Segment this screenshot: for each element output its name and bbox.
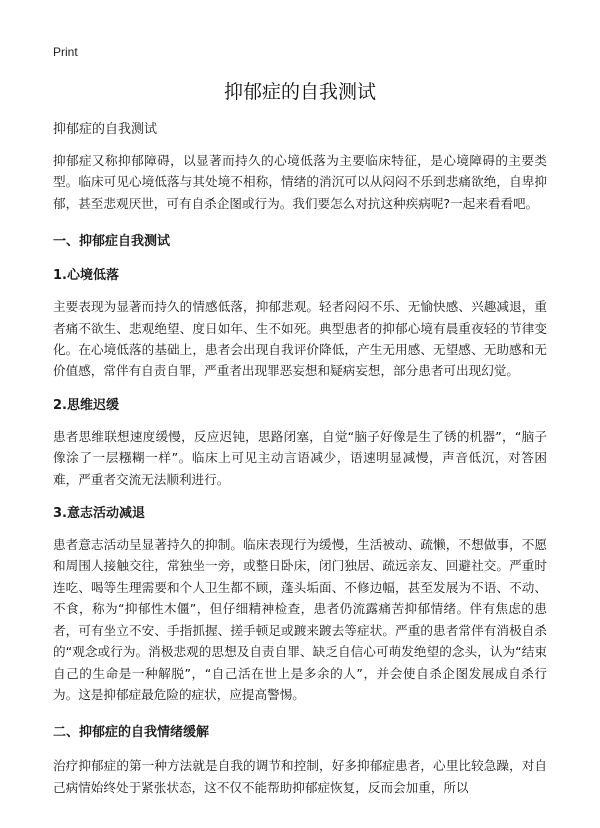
section-heading-self-relief: 二、抑郁症的自我情绪缓解 [53, 725, 210, 741]
article-body [53, 120, 547, 810]
paragraph-self-relief: 治疗抑郁症的第一种方法就是自我的调节和控制，好多抑郁症患者，心里比较急躁，对自己病情始终处于紧张状态，这不仅不能帮助抑郁症恢复，反而会加重，所以 [53, 758, 547, 795]
subheading-low-mood: 1.心境低落 [53, 268, 119, 284]
subheading-reduced-will: 3.意志活动减退 [53, 506, 145, 522]
print-link[interactable]: Print [53, 45, 78, 59]
subheading-slow-thinking: 2.思维迟缓 [53, 397, 119, 413]
paragraph-reduced-will: 患者意志活动呈显著持久的抑制。临床表现行为缓慢，生活被动、疏懒，不想做事，不愿和周围人接触交往，常独坐一旁，或整日卧床，闭门独居、疏远亲友、回避社交。严重时连吃、喝等生理需要和个人卫生都不顾，蓬头垢面、不修边幅，甚至发展为不语、不动、不食，称为“抑郁性木僵”，但仔细精神检查，患者仍流露痛苦抑郁情绪。伴有焦虑的患者，可有坐立不安、手指抓握、搓手顿足或踱来踱去等症状。严重的患者常伴有消极自杀的“观念或行为。消极悲观的思想及自责自罪、缺乏自信心可萌发绝望的念头，认为“结束自己的生命是一种解脱”，“自己活在世上是多余的人”，并会使自杀企图发展成自杀行为。这是抑郁症最危险的症状，应提高警惕。 [53, 537, 547, 702]
section-heading-self-test: 一、抑郁症自我测试 [53, 234, 171, 250]
intro-paragraph: 抑郁症又称抑郁障碍，以显著而持久的心境低落为主要临床特征，是心境障碍的主要类型。临床可见心境低落与其处境不相称，情绪的消沉可以从闷闷不乐到悲痛欲绝，自卑抑郁，甚至悲观厌世，可有自杀企图或行为。我们要怎么对抗这种疾病呢?一起来看看吧。 [53, 153, 547, 211]
paragraph-slow-thinking: 患者思维联想速度缓慢，反应迟钝，思路闭塞，自觉“脑子好像是生了锈的机器”，“脑子像涂了一层糨糊一样”。临床上可见主动言语减少，语速明显减慢，声音低沉，对答困难，严重者交流无法顺利进行。 [53, 428, 547, 487]
page-title: 抑郁症的自我测试 [223, 81, 376, 103]
article-subtitle: 抑郁症的自我测试 [53, 122, 158, 137]
paragraph-low-mood: 主要表现为显著而持久的情感低落，抑郁悲观。轻者闷闷不乐、无愉快感、兴趣减退，重者痛不欲生、悲观绝望、度日如年、生不如死。典型患者的抑郁心境有晨重夜轻的节律变化。在心境低落的基础上，患者会出现自我评价降低，产生无用感、无望感、无助感和无价值感，常伴有自责自罪，严重者出现罪恶妄想和疑病妄想，部分患者可出现幻觉。 [53, 299, 547, 379]
